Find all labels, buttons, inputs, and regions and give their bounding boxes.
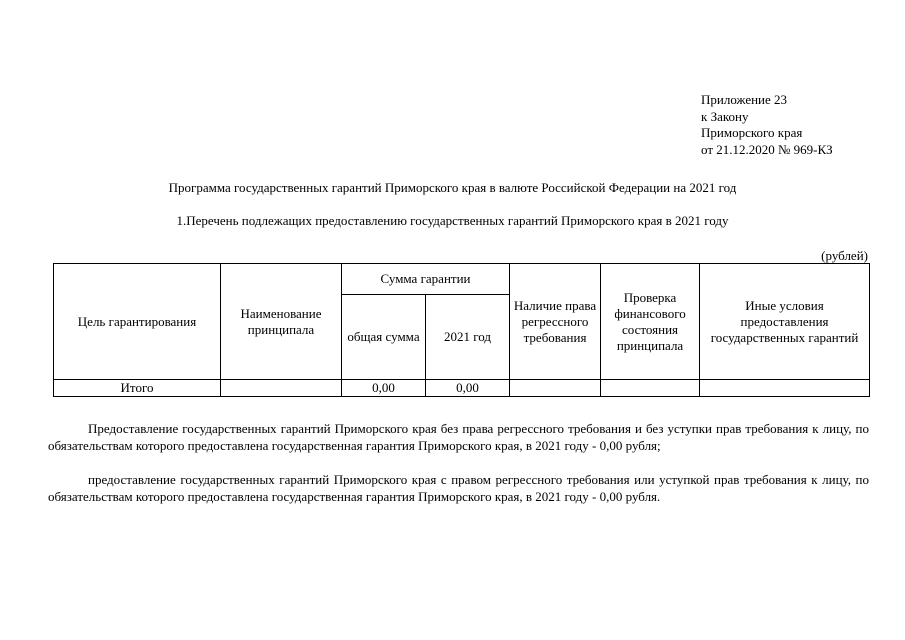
total-other <box>700 380 870 397</box>
total-2021-value: 0,00 <box>426 380 510 397</box>
document-title: Программа государственных гарантий Приморского края в валюте Российской Федерации на 2021 год <box>168 180 737 195</box>
header-total-sum: общая сумма <box>342 295 426 380</box>
header-regress: Наличие права регрессного требования <box>510 264 601 380</box>
appendix-line-1: Приложение 23 <box>701 92 788 107</box>
appendix-line-4: от 21.12.2020 № 969-КЗ <box>701 141 833 157</box>
paragraph-without-regress: Предоставление государственных гарантий Приморского края без права регрессного требования и без уступки прав требования к лицу, по обязательствам которого предоставлена государственная гарантия Приморского края, в 2021 году - 0,00 рубля; <box>48 421 869 453</box>
appendix-header <box>701 92 833 158</box>
guarantees-table <box>53 263 870 397</box>
header-principal: Наименование принципала <box>221 264 342 380</box>
header-year-2021: 2021 год <box>426 295 510 380</box>
header-sum-group: Сумма гарантии <box>342 264 510 295</box>
header-check: Проверка финансового состояния принципала <box>601 264 700 380</box>
total-check <box>601 380 700 397</box>
units-label: (рублей) <box>821 248 868 263</box>
table-row <box>54 380 870 397</box>
paragraph-with-regress: предоставление государственных гарантий Приморского края с правом регрессного требования или уступкой прав требования к лицу, по обязательствам которого предоставлена государственная гарантия Приморского края, в 2021 году - 0,00 рубля. <box>48 472 869 504</box>
total-regress <box>510 380 601 397</box>
header-other: Иные условия предоставления государственных гарантий <box>700 264 870 380</box>
section-title: 1.Перечень подлежащих предоставлению государственных гарантий Приморского края в 2021 году <box>176 213 729 228</box>
total-principal <box>221 380 342 397</box>
appendix-line-3: Приморского края <box>701 125 803 140</box>
total-sum-value: 0,00 <box>342 380 426 397</box>
total-label: Итого <box>54 380 221 397</box>
appendix-line-2: к Закону <box>701 108 749 124</box>
header-purpose: Цель гарантирования <box>54 264 221 380</box>
